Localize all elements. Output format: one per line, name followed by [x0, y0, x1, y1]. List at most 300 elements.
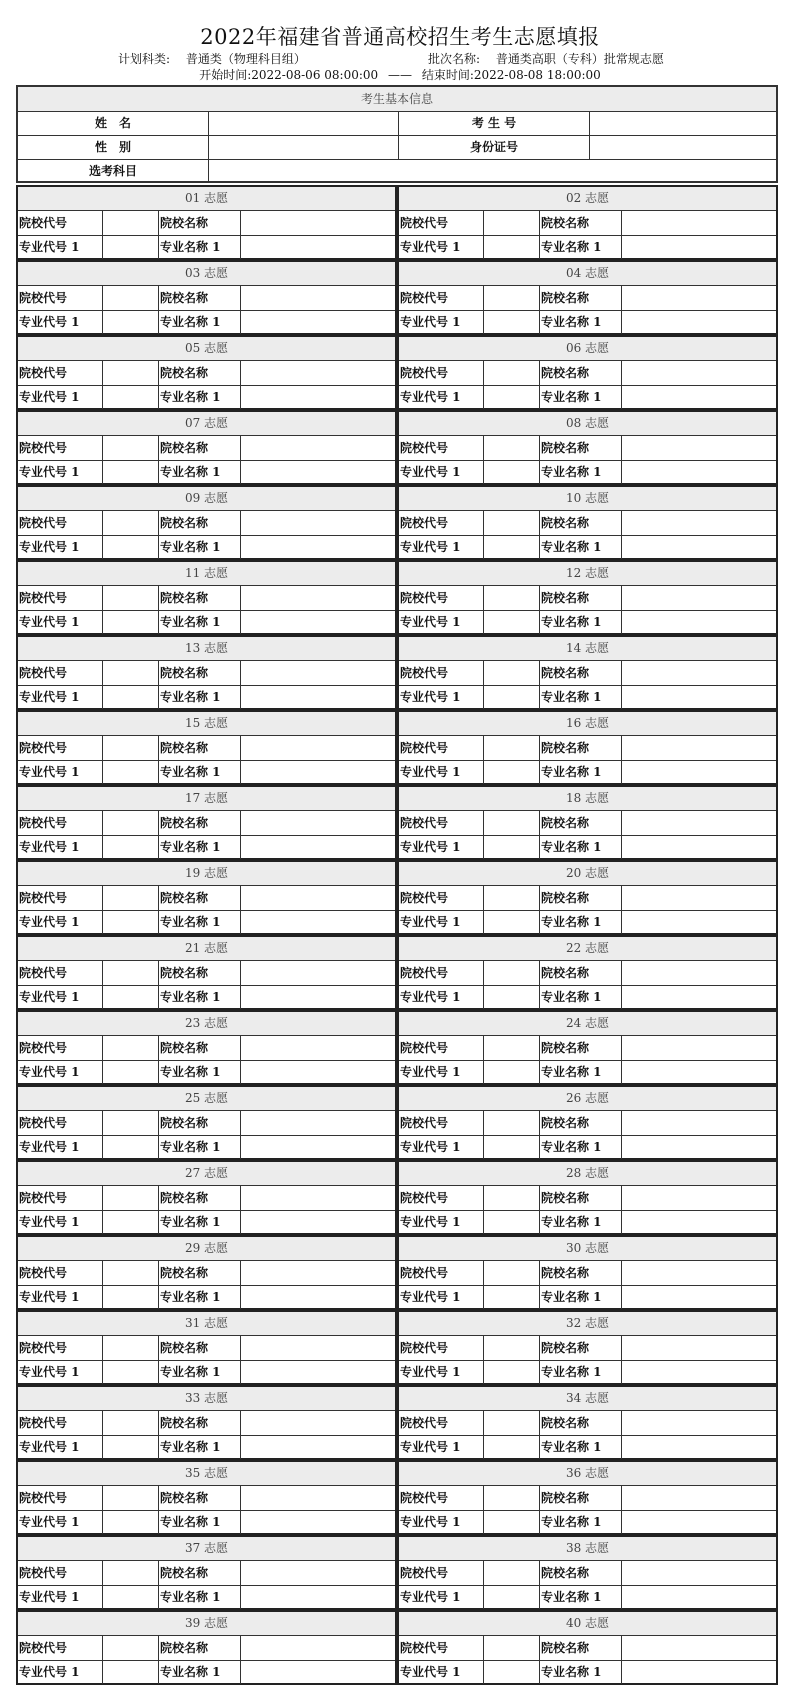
- school-name-field[interactable]: [621, 1186, 776, 1210]
- major-name-field[interactable]: [240, 1435, 395, 1459]
- major-row: [18, 910, 395, 934]
- major-code-field[interactable]: [102, 910, 158, 934]
- school-row: [18, 1486, 395, 1511]
- major-name-field[interactable]: [621, 1360, 776, 1384]
- school-code-field[interactable]: [483, 1411, 539, 1435]
- volunteer-block: [397, 1385, 778, 1460]
- school-name-label: 院校名称: [539, 1636, 621, 1660]
- school-code-label: 院校代号: [400, 741, 449, 755]
- exam-number-field[interactable]: [589, 111, 776, 135]
- school-name-label: 院校名称: [158, 1186, 240, 1210]
- major-name-label: 专业名称 1: [158, 1060, 240, 1084]
- school-code-field[interactable]: [102, 211, 158, 235]
- major-name-label: 专业名称 1: [158, 1435, 240, 1459]
- school-row: [18, 511, 395, 536]
- volunteer-header: 05 志愿: [18, 337, 395, 361]
- major-row: [18, 985, 395, 1009]
- major-name-field[interactable]: [621, 1210, 776, 1234]
- school-name-field[interactable]: [621, 1486, 776, 1510]
- major-name-field[interactable]: [621, 760, 776, 784]
- school-name-label: 院校名称: [539, 361, 621, 385]
- major-code-label: 专业代号 1: [19, 1365, 80, 1379]
- major-code-field[interactable]: [102, 1360, 158, 1384]
- volunteer-header: 31 志愿: [18, 1312, 395, 1336]
- volunteer-header: 14 志愿: [399, 637, 776, 661]
- major-code-label: 专业代号 1: [400, 840, 461, 854]
- major-name-field[interactable]: [240, 1360, 395, 1384]
- school-name-label: 院校名称: [539, 1561, 621, 1585]
- school-name-field[interactable]: [240, 1411, 395, 1435]
- major-code-field[interactable]: [483, 310, 539, 334]
- school-code-field[interactable]: [483, 436, 539, 460]
- major-code-field[interactable]: [483, 1060, 539, 1084]
- school-row: [18, 1186, 395, 1211]
- volunteer-block: [16, 560, 397, 635]
- major-name-field[interactable]: [240, 1585, 395, 1609]
- major-name-field[interactable]: [621, 1510, 776, 1534]
- school-name-field[interactable]: [621, 586, 776, 610]
- basic-info-header: 考生基本信息: [18, 87, 776, 112]
- major-name-field[interactable]: [240, 985, 395, 1009]
- school-code-field[interactable]: [483, 1261, 539, 1285]
- school-code-field[interactable]: [102, 961, 158, 985]
- school-code-field[interactable]: [483, 1336, 539, 1360]
- school-code-label: 院校代号: [19, 1341, 68, 1355]
- major-name-field[interactable]: [621, 1285, 776, 1309]
- school-code-label: 院校代号: [400, 1641, 449, 1655]
- major-code-field[interactable]: [102, 460, 158, 484]
- volunteer-block: [16, 1535, 397, 1610]
- school-code-field[interactable]: [102, 736, 158, 760]
- major-code-field[interactable]: [483, 1360, 539, 1384]
- major-code-label: 专业代号 1: [400, 540, 461, 554]
- major-name-field[interactable]: [240, 310, 395, 334]
- major-code-field[interactable]: [483, 910, 539, 934]
- major-row: [18, 1435, 395, 1459]
- major-name-field[interactable]: [240, 685, 395, 709]
- school-code-label: 院校代号: [400, 366, 449, 380]
- school-code-label: 院校代号: [19, 1266, 68, 1280]
- major-name-label: 专业名称 1: [158, 610, 240, 634]
- major-code-field[interactable]: [483, 235, 539, 259]
- major-name-field[interactable]: [240, 535, 395, 559]
- volunteer-header: 01 志愿: [18, 187, 395, 211]
- school-name-field[interactable]: [621, 361, 776, 385]
- major-code-field[interactable]: [483, 835, 539, 859]
- major-name-field[interactable]: [621, 1585, 776, 1609]
- volunteer-header: 27 志愿: [18, 1162, 395, 1186]
- major-code-field[interactable]: [483, 1210, 539, 1234]
- major-code-field[interactable]: [102, 1585, 158, 1609]
- major-name-label: 专业名称 1: [158, 835, 240, 859]
- school-code-field[interactable]: [483, 661, 539, 685]
- major-name-label: 专业名称 1: [158, 535, 240, 559]
- school-code-label: 院校代号: [19, 1491, 68, 1505]
- major-code-field[interactable]: [102, 1660, 158, 1684]
- school-name-field[interactable]: [240, 1561, 395, 1585]
- school-name-field[interactable]: [240, 211, 395, 235]
- school-code-label: 院校代号: [19, 1641, 68, 1655]
- major-code-field[interactable]: [102, 1285, 158, 1309]
- major-code-field[interactable]: [483, 1135, 539, 1159]
- major-code-field[interactable]: [102, 535, 158, 559]
- school-code-field[interactable]: [483, 1486, 539, 1510]
- school-code-field[interactable]: [483, 586, 539, 610]
- school-row: [18, 886, 395, 911]
- major-code-field[interactable]: [102, 985, 158, 1009]
- major-code-field[interactable]: [102, 1210, 158, 1234]
- start-time-label: 开始时间:: [199, 68, 252, 82]
- school-code-field[interactable]: [102, 361, 158, 385]
- major-code-field[interactable]: [102, 310, 158, 334]
- major-code-field[interactable]: [483, 460, 539, 484]
- major-code-field[interactable]: [102, 835, 158, 859]
- major-name-label: 专业名称 1: [158, 1210, 240, 1234]
- school-row: [399, 361, 776, 386]
- school-name-label: 院校名称: [158, 1111, 240, 1135]
- school-name-field[interactable]: [621, 811, 776, 835]
- major-name-label: 专业名称 1: [539, 610, 621, 634]
- school-name-field[interactable]: [240, 1336, 395, 1360]
- volunteer-header: 39 志愿: [18, 1612, 395, 1636]
- elective-subjects-field[interactable]: [208, 159, 776, 183]
- school-row: [399, 811, 776, 836]
- school-name-field[interactable]: [240, 886, 395, 910]
- school-name-field[interactable]: [621, 1111, 776, 1135]
- name-label: 姓 名: [94, 116, 131, 130]
- school-code-field[interactable]: [483, 961, 539, 985]
- school-code-label: 院校代号: [19, 366, 68, 380]
- school-code-field[interactable]: [102, 1036, 158, 1060]
- major-name-label: 专业名称 1: [539, 1510, 621, 1534]
- school-row: [399, 1261, 776, 1286]
- major-code-field[interactable]: [483, 1510, 539, 1534]
- school-name-field[interactable]: [621, 286, 776, 310]
- school-code-field[interactable]: [483, 1186, 539, 1210]
- school-name-label: 院校名称: [539, 1036, 621, 1060]
- school-name-field[interactable]: [621, 1411, 776, 1435]
- major-name-label: 专业名称 1: [539, 1285, 621, 1309]
- school-name-label: 院校名称: [158, 1036, 240, 1060]
- school-code-field[interactable]: [102, 586, 158, 610]
- school-name-field[interactable]: [621, 886, 776, 910]
- school-name-field[interactable]: [240, 661, 395, 685]
- school-code-field[interactable]: [102, 1111, 158, 1135]
- name-field[interactable]: [208, 111, 398, 135]
- school-code-field[interactable]: [102, 811, 158, 835]
- school-code-field[interactable]: [102, 1486, 158, 1510]
- school-name-label: 院校名称: [539, 661, 621, 685]
- volunteer-header: 24 志愿: [399, 1012, 776, 1036]
- school-name-field[interactable]: [621, 436, 776, 460]
- school-name-label: 院校名称: [158, 361, 240, 385]
- major-name-field[interactable]: [621, 910, 776, 934]
- major-code-field[interactable]: [483, 610, 539, 634]
- volunteer-header: 26 志愿: [399, 1087, 776, 1111]
- major-code-field[interactable]: [102, 235, 158, 259]
- school-code-label: 院校代号: [400, 516, 449, 530]
- volunteer-block: [397, 710, 778, 785]
- school-name-field[interactable]: [240, 1036, 395, 1060]
- major-row: [18, 685, 395, 709]
- basic-info-row: [18, 159, 776, 183]
- school-code-field[interactable]: [483, 1111, 539, 1135]
- major-name-field[interactable]: [240, 1210, 395, 1234]
- school-code-field[interactable]: [483, 1561, 539, 1585]
- school-code-field[interactable]: [102, 436, 158, 460]
- volunteer-header: 11 志愿: [18, 562, 395, 586]
- major-name-label: 专业名称 1: [158, 1510, 240, 1534]
- school-code-field[interactable]: [483, 811, 539, 835]
- major-code-field[interactable]: [483, 985, 539, 1009]
- volunteer-header: 12 志愿: [399, 562, 776, 586]
- school-name-field[interactable]: [240, 1261, 395, 1285]
- major-name-field[interactable]: [621, 235, 776, 259]
- major-name-label: 专业名称 1: [158, 685, 240, 709]
- major-name-field[interactable]: [621, 535, 776, 559]
- school-row: [399, 1411, 776, 1436]
- school-name-field[interactable]: [240, 1636, 395, 1660]
- school-code-field[interactable]: [483, 1636, 539, 1660]
- major-name-field[interactable]: [240, 760, 395, 784]
- major-code-label: 专业代号 1: [19, 690, 80, 704]
- school-name-label: 院校名称: [158, 511, 240, 535]
- major-code-label: 专业代号 1: [400, 1065, 461, 1079]
- school-row: [18, 736, 395, 761]
- volunteer-header: 08 志愿: [399, 412, 776, 436]
- major-code-field[interactable]: [102, 760, 158, 784]
- school-code-field[interactable]: [483, 361, 539, 385]
- major-row: [399, 1510, 776, 1534]
- school-name-field[interactable]: [621, 961, 776, 985]
- school-code-field[interactable]: [483, 1036, 539, 1060]
- school-code-field[interactable]: [102, 511, 158, 535]
- school-name-field[interactable]: [240, 286, 395, 310]
- major-code-label: 专业代号 1: [400, 1590, 461, 1604]
- school-name-field[interactable]: [621, 1636, 776, 1660]
- volunteer-header: 32 志愿: [399, 1312, 776, 1336]
- major-row: [399, 1285, 776, 1309]
- page-title: 2022年福建省普通高校招生考生志愿填报: [200, 25, 600, 49]
- school-row: [399, 661, 776, 686]
- volunteer-header: 10 志愿: [399, 487, 776, 511]
- major-code-field[interactable]: [483, 1660, 539, 1684]
- major-name-field[interactable]: [621, 385, 776, 409]
- basic-info-row: [18, 135, 776, 160]
- major-code-field[interactable]: [102, 1135, 158, 1159]
- school-code-label: 院校代号: [400, 816, 449, 830]
- volunteer-header: 34 志愿: [399, 1387, 776, 1411]
- major-name-field[interactable]: [240, 1660, 395, 1684]
- school-name-label: 院校名称: [158, 736, 240, 760]
- volunteer-header: 36 志愿: [399, 1462, 776, 1486]
- school-name-field[interactable]: [240, 1186, 395, 1210]
- school-row: [18, 1561, 395, 1586]
- major-name-field[interactable]: [621, 610, 776, 634]
- volunteer-header: 38 志愿: [399, 1537, 776, 1561]
- major-code-label: 专业代号 1: [19, 1140, 80, 1154]
- school-code-field[interactable]: [102, 661, 158, 685]
- major-name-label: 专业名称 1: [539, 685, 621, 709]
- major-code-field[interactable]: [483, 535, 539, 559]
- gender-label: 性 别: [94, 140, 131, 154]
- major-code-field[interactable]: [102, 685, 158, 709]
- school-code-label: 院校代号: [19, 741, 68, 755]
- major-code-field[interactable]: [483, 760, 539, 784]
- major-row: [18, 310, 395, 334]
- school-name-field[interactable]: [621, 511, 776, 535]
- major-name-field[interactable]: [621, 1135, 776, 1159]
- volunteer-block: [16, 1010, 397, 1085]
- school-code-label: 院校代号: [19, 516, 68, 530]
- major-name-field[interactable]: [240, 235, 395, 259]
- school-name-label: 院校名称: [539, 961, 621, 985]
- school-code-label: 院校代号: [400, 1566, 449, 1580]
- school-code-label: 院校代号: [400, 891, 449, 905]
- school-name-field[interactable]: [240, 436, 395, 460]
- school-code-field[interactable]: [483, 736, 539, 760]
- major-name-label: 专业名称 1: [539, 1360, 621, 1384]
- plan-category-label: 计划科类:: [118, 52, 171, 66]
- school-name-field[interactable]: [621, 736, 776, 760]
- school-code-field[interactable]: [483, 511, 539, 535]
- major-name-label: 专业名称 1: [158, 760, 240, 784]
- school-name-field[interactable]: [240, 811, 395, 835]
- volunteer-block: [397, 785, 778, 860]
- major-code-field[interactable]: [483, 1285, 539, 1309]
- major-code-label: 专业代号 1: [19, 1590, 80, 1604]
- volunteer-block: [397, 1310, 778, 1385]
- school-code-field[interactable]: [102, 1336, 158, 1360]
- school-name-field[interactable]: [240, 1486, 395, 1510]
- major-name-field[interactable]: [240, 610, 395, 634]
- school-name-field[interactable]: [621, 1036, 776, 1060]
- major-name-field[interactable]: [621, 1435, 776, 1459]
- major-name-field[interactable]: [240, 385, 395, 409]
- major-code-label: 专业代号 1: [19, 1515, 80, 1529]
- school-name-label: 院校名称: [158, 1561, 240, 1585]
- major-name-field[interactable]: [240, 1060, 395, 1084]
- school-code-field[interactable]: [483, 211, 539, 235]
- major-name-field[interactable]: [240, 835, 395, 859]
- school-name-field[interactable]: [240, 1111, 395, 1135]
- school-name-field[interactable]: [621, 1261, 776, 1285]
- school-name-field[interactable]: [240, 736, 395, 760]
- volunteer-header: 22 志愿: [399, 937, 776, 961]
- major-code-field[interactable]: [102, 610, 158, 634]
- major-code-label: 专业代号 1: [400, 390, 461, 404]
- major-name-field[interactable]: [621, 1660, 776, 1684]
- school-code-field[interactable]: [102, 1636, 158, 1660]
- school-name-label: 院校名称: [539, 886, 621, 910]
- gender-field[interactable]: [208, 135, 398, 159]
- school-name-label: 院校名称: [158, 811, 240, 835]
- school-code-label: 院校代号: [400, 441, 449, 455]
- school-name-label: 院校名称: [539, 436, 621, 460]
- school-code-label: 院校代号: [19, 216, 68, 230]
- id-number-field[interactable]: [589, 135, 776, 159]
- major-code-field[interactable]: [102, 1510, 158, 1534]
- school-code-label: 院校代号: [19, 1116, 68, 1130]
- school-row: [18, 1411, 395, 1436]
- volunteer-block: [397, 935, 778, 1010]
- school-code-field[interactable]: [102, 1561, 158, 1585]
- batch-name-value: 普通类高职（专科）批常规志愿: [495, 52, 664, 66]
- major-code-field[interactable]: [102, 1435, 158, 1459]
- major-name-field[interactable]: [621, 835, 776, 859]
- major-row: [18, 1135, 395, 1159]
- school-name-field[interactable]: [621, 1336, 776, 1360]
- school-name-field[interactable]: [240, 586, 395, 610]
- major-row: [399, 1360, 776, 1384]
- major-name-label: 专业名称 1: [539, 1210, 621, 1234]
- volunteer-block: [397, 860, 778, 935]
- school-code-field[interactable]: [102, 1261, 158, 1285]
- major-name-field[interactable]: [240, 910, 395, 934]
- school-code-field[interactable]: [483, 886, 539, 910]
- major-code-field[interactable]: [483, 1585, 539, 1609]
- major-name-field[interactable]: [240, 460, 395, 484]
- major-code-label: 专业代号 1: [19, 465, 80, 479]
- school-code-field[interactable]: [102, 1411, 158, 1435]
- elective-subjects-label: 选考科目: [88, 164, 137, 178]
- major-name-field[interactable]: [621, 985, 776, 1009]
- volunteer-block: [16, 1610, 397, 1685]
- school-name-field[interactable]: [240, 361, 395, 385]
- major-code-label: 专业代号 1: [19, 1440, 80, 1454]
- major-name-label: 专业名称 1: [539, 1435, 621, 1459]
- major-code-field[interactable]: [102, 385, 158, 409]
- major-row: [18, 460, 395, 484]
- school-code-field[interactable]: [102, 286, 158, 310]
- school-name-label: 院校名称: [158, 286, 240, 310]
- volunteer-header: 33 志愿: [18, 1387, 395, 1411]
- major-name-label: 专业名称 1: [539, 1060, 621, 1084]
- major-name-label: 专业名称 1: [158, 985, 240, 1009]
- major-name-field[interactable]: [240, 1285, 395, 1309]
- major-row: [399, 535, 776, 559]
- school-code-field[interactable]: [483, 286, 539, 310]
- school-row: [399, 286, 776, 311]
- school-row: [399, 1036, 776, 1061]
- school-name-field[interactable]: [621, 1561, 776, 1585]
- major-name-field[interactable]: [621, 460, 776, 484]
- major-code-field[interactable]: [483, 685, 539, 709]
- school-name-field[interactable]: [240, 961, 395, 985]
- major-name-field[interactable]: [621, 685, 776, 709]
- major-code-field[interactable]: [102, 1060, 158, 1084]
- major-name-field[interactable]: [240, 1135, 395, 1159]
- plan-category-value: 普通类（物理科目组）: [185, 52, 306, 66]
- major-name-field[interactable]: [621, 1060, 776, 1084]
- major-name-label: 专业名称 1: [539, 1585, 621, 1609]
- school-name-label: 院校名称: [158, 1261, 240, 1285]
- major-code-field[interactable]: [483, 385, 539, 409]
- school-code-field[interactable]: [102, 1186, 158, 1210]
- school-code-label: 院校代号: [400, 1341, 449, 1355]
- school-code-label: 院校代号: [400, 666, 449, 680]
- major-name-field[interactable]: [621, 310, 776, 334]
- school-name-field[interactable]: [621, 211, 776, 235]
- volunteer-block: [397, 1085, 778, 1160]
- school-name-field[interactable]: [240, 511, 395, 535]
- school-name-field[interactable]: [621, 661, 776, 685]
- volunteer-block: [397, 1235, 778, 1310]
- major-name-field[interactable]: [240, 1510, 395, 1534]
- major-code-field[interactable]: [483, 1435, 539, 1459]
- major-name-label: 专业名称 1: [539, 460, 621, 484]
- school-code-field[interactable]: [102, 886, 158, 910]
